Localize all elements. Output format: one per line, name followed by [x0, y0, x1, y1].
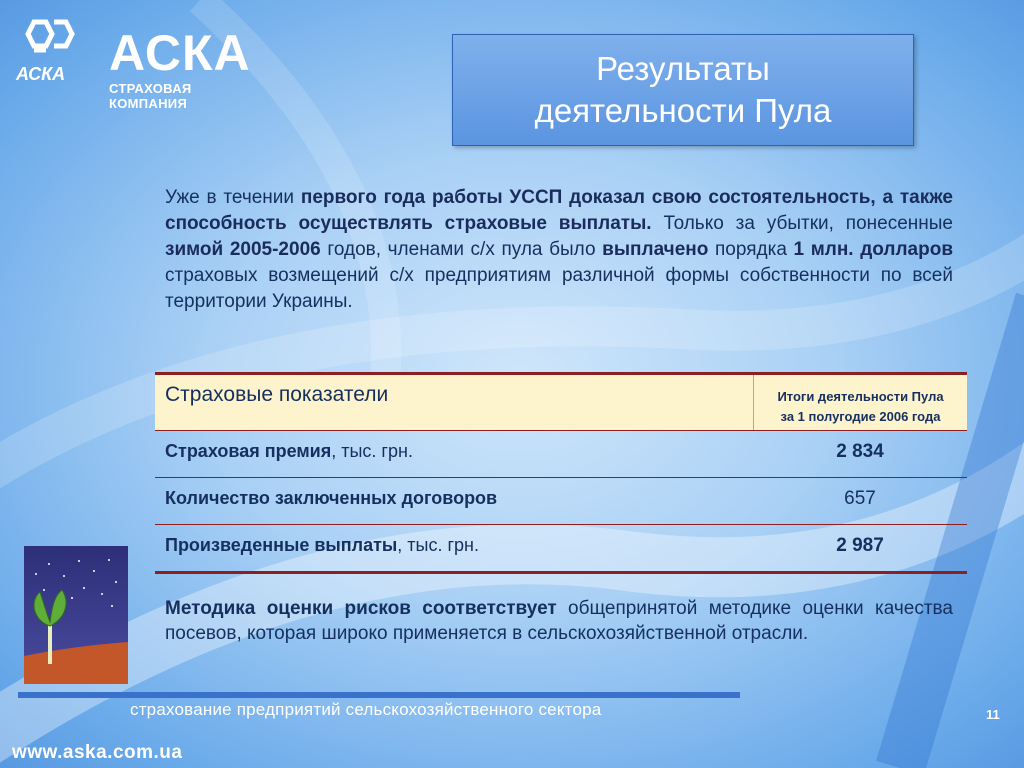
intro-text-1: Уже в течении [165, 187, 301, 208]
table-header-row [155, 375, 967, 431]
table-cell-label [155, 478, 753, 524]
footer-divider-bar [18, 692, 740, 698]
row-label-unit: , тыс. грн. [331, 441, 413, 461]
table-header-results-line1: Итоги деятельности Пула [777, 389, 944, 404]
table-row [155, 431, 967, 478]
table-cell-value: 657 [844, 488, 876, 509]
table-cell-value: 2 834 [836, 441, 884, 462]
methodology-text: общепринятой методике оценки качества посевов, которая широко применяется в сельскохозяйственной отрасли. [165, 598, 953, 644]
intro-bold-3: выплачено [602, 239, 709, 260]
intro-text-5: страховых возмещений с/х предприятиям различной формы собственности по всей территории Украины. [165, 265, 953, 312]
row-label-bold: Количество заключенных договоров [165, 488, 498, 508]
slide-title-box [452, 34, 914, 146]
row-label-bold: Страховая премия [165, 441, 332, 461]
table-row [155, 525, 967, 571]
intro-bold-2: зимой 2005-2006 [165, 239, 321, 260]
row-label-unit: , тыс. грн. [397, 535, 479, 555]
insurance-indicators-table [155, 372, 967, 574]
intro-paragraph [165, 185, 953, 315]
table-header-indicators: Страховые показатели [165, 383, 389, 406]
slide-title-line2: деятельности Пула [534, 92, 832, 129]
page-number: 11 [986, 707, 1000, 722]
table-cell-label [155, 431, 753, 477]
intro-bold-4: 1 млн. долларов [793, 239, 954, 260]
table-row [155, 478, 967, 525]
intro-text-2: Только за убытки, понесенные [651, 213, 953, 234]
table-header-results [753, 375, 967, 430]
footer-tagline: страхование предприятий сельскохозяйственного сектора [130, 700, 602, 719]
logo-brand-text: АСКА [109, 25, 251, 81]
intro-text-4: порядка [708, 239, 794, 260]
company-logo[interactable] [14, 14, 264, 111]
intro-text-3: годов, членами с/х пула было [320, 239, 603, 260]
methodology-bold: Методика оценки рисков соответствует [165, 598, 557, 619]
website-link[interactable]: www.aska.com.ua [12, 742, 183, 763]
row-label-bold: Произведенные выплаты [165, 535, 398, 555]
slide-title-line1: Результаты [596, 50, 770, 87]
table-cell-label [155, 525, 753, 571]
logo-emblem-icon [14, 14, 94, 84]
svg-text:АСКА: АСКА [16, 64, 66, 84]
plant-illustration [24, 546, 128, 684]
table-header-results-line2: за 1 полугодие 2006 года [780, 409, 941, 424]
logo-subtitle: СТРАХОВАЯ КОМПАНИЯ [109, 81, 192, 111]
methodology-paragraph [165, 596, 953, 646]
intro-bold-1: первого года работы УССП доказал свою состоятельность, а также способность осуществлять страховые выплаты. [165, 187, 953, 234]
table-cell-value: 2 987 [836, 535, 884, 556]
